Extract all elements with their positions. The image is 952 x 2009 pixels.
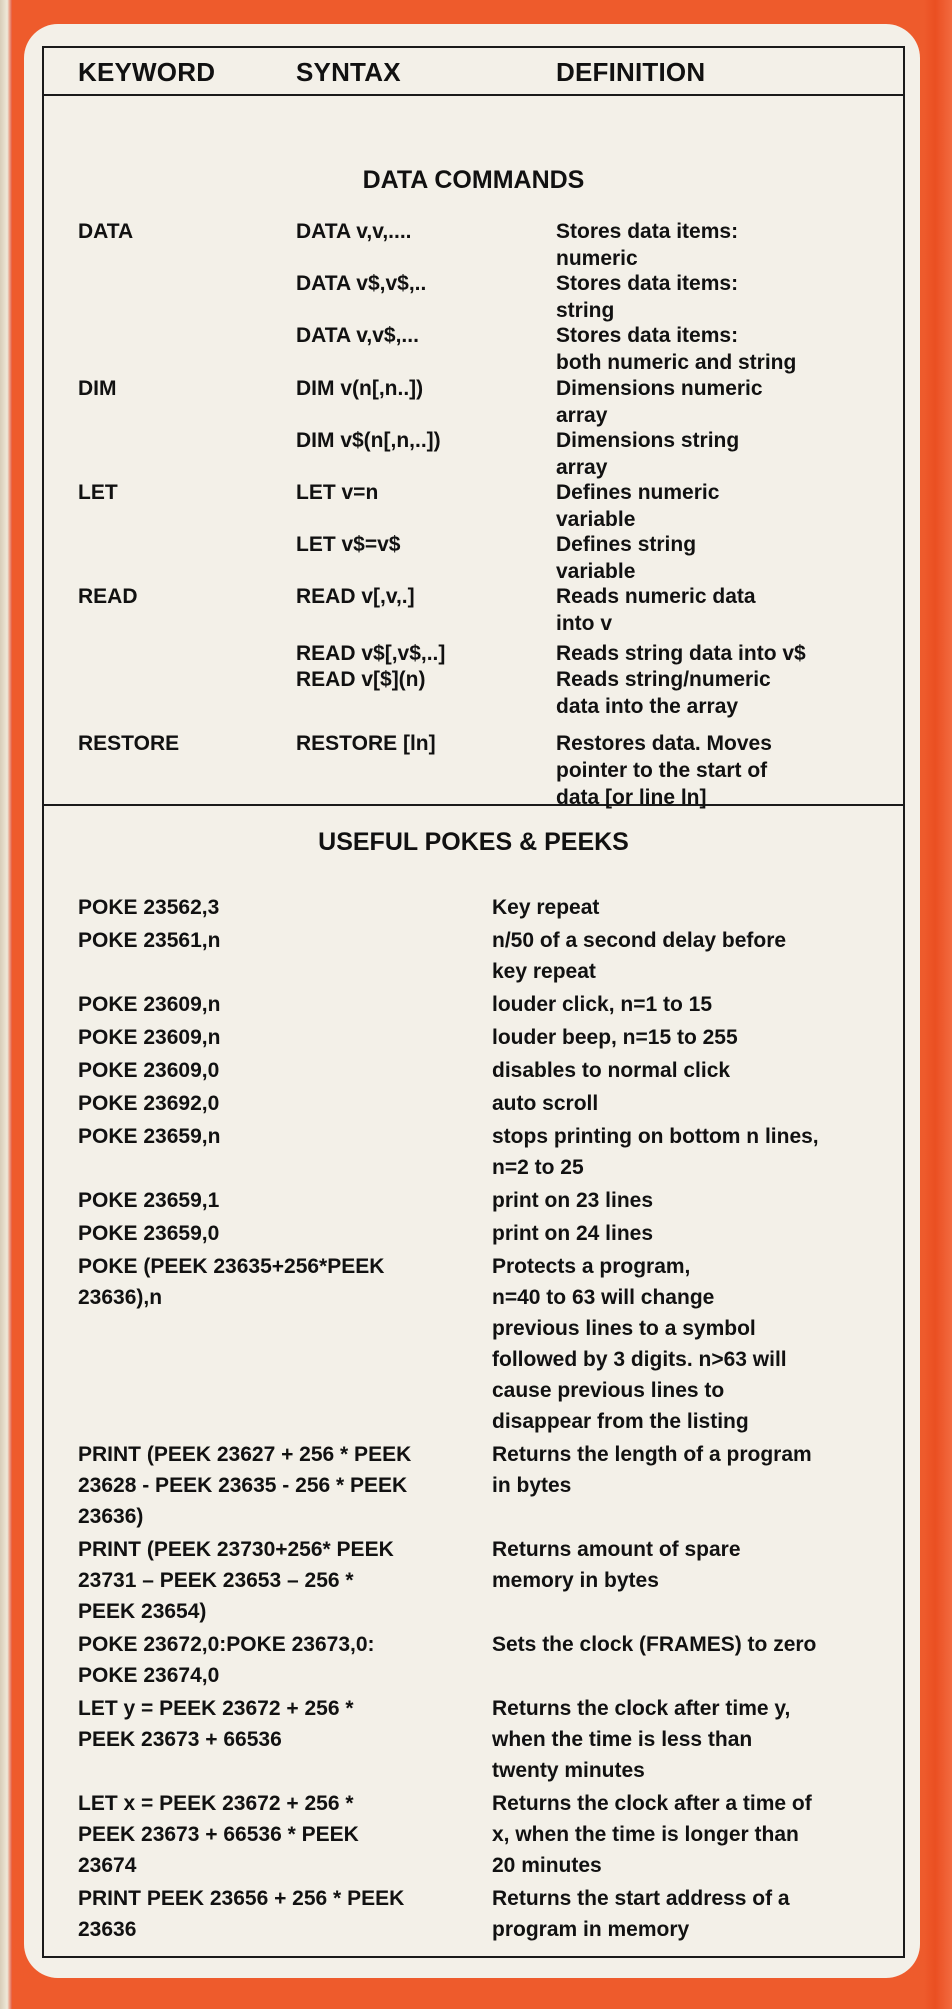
command-line: POKE 23609,0: [78, 1059, 220, 1082]
description-cell: [492, 1788, 812, 1881]
description-line: Key repeat: [492, 896, 600, 919]
definition-line: variable: [556, 508, 636, 531]
data-commands-section: [44, 94, 903, 809]
description-cell: [492, 1693, 790, 1786]
pokes-peeks-section: [44, 806, 903, 1956]
command-line: POKE 23659,0: [78, 1222, 220, 1245]
keyword-cell: DATA: [78, 220, 134, 243]
command-cell: [78, 925, 220, 956]
definition-line: data [or line ln]: [556, 786, 707, 809]
command-cell: [78, 1883, 404, 1945]
description-line: louder beep, n=15 to 255: [492, 1026, 738, 1049]
definition-line: both numeric and string: [556, 351, 797, 374]
command-line: PRINT (PEEK 23627 + 256 * PEEK: [78, 1443, 412, 1466]
command-line: LET x = PEEK 23672 + 256 *: [78, 1792, 354, 1815]
definition-cell: [556, 270, 738, 324]
command-cell: [78, 1534, 394, 1627]
command-line: POKE 23674,0: [78, 1664, 220, 1687]
syntax-cell: READ v[,v,.]: [296, 585, 415, 608]
syntax-cell: DATA v,v,....: [296, 220, 412, 243]
description-line: followed by 3 digits. n>63 will: [492, 1348, 787, 1371]
description-cell: [492, 892, 599, 923]
description-line: n=2 to 25: [492, 1156, 584, 1179]
definition-cell: [556, 640, 806, 667]
syntax-cell: LET v$=v$: [296, 533, 401, 556]
description-line: auto scroll: [492, 1092, 599, 1115]
definition-cell: [556, 479, 719, 533]
syntax-cell: DATA v,v$,...: [296, 324, 419, 347]
description-line: Returns the clock after time y,: [492, 1697, 791, 1720]
description-line: cause previous lines to: [492, 1379, 725, 1402]
reference-table: [42, 46, 905, 1958]
card-border-right: [924, 0, 952, 2009]
keyword-cell: LET: [78, 481, 118, 504]
definition-line: Defines string: [556, 533, 697, 556]
description-line: x, when the time is longer than: [492, 1823, 799, 1846]
command-cell: [78, 1055, 219, 1086]
description-cell: [492, 1185, 653, 1216]
definition-cell: [556, 322, 796, 376]
description-cell: [492, 1022, 738, 1053]
command-line: PEEK 23654): [78, 1600, 207, 1623]
description-cell: [492, 989, 712, 1020]
command-line: PEEK 23673 + 66536 * PEEK: [78, 1823, 359, 1846]
definition-line: Dimensions numeric: [556, 377, 763, 400]
definition-line: data into the array: [556, 695, 739, 718]
description-line: Sets the clock (FRAMES) to zero: [492, 1633, 817, 1656]
command-line: 23731 – PEEK 23653 – 256 *: [78, 1569, 354, 1592]
definition-cell: [556, 730, 772, 811]
command-cell: [78, 1088, 219, 1119]
description-line: louder click, n=1 to 15: [492, 993, 712, 1016]
command-line: PRINT (PEEK 23730+256* PEEK: [78, 1538, 394, 1561]
command-line: PEEK 23673 + 66536: [78, 1728, 282, 1751]
section-title: DATA COMMANDS: [362, 166, 585, 194]
command-line: POKE 23609,n: [78, 1026, 221, 1049]
command-cell: [78, 1121, 220, 1152]
definition-cell: [556, 531, 696, 585]
definition-line: string: [556, 299, 615, 322]
description-cell: [492, 1218, 653, 1249]
description-cell: [492, 1055, 730, 1086]
definition-line: into v: [556, 612, 612, 635]
description-line: print on 23 lines: [492, 1189, 654, 1212]
definition-cell: [556, 375, 763, 429]
description-line: twenty minutes: [492, 1759, 645, 1782]
description-line: key repeat: [492, 960, 596, 983]
syntax-cell: LET v=n: [296, 481, 379, 504]
command-cell: [78, 989, 220, 1020]
definition-cell: [556, 583, 756, 637]
description-line: disappear from the listing: [492, 1410, 749, 1433]
definition-cell: [556, 427, 739, 481]
keyword-cell: DIM: [78, 377, 117, 400]
definition-line: numeric: [556, 247, 638, 270]
command-cell: [78, 1693, 354, 1755]
command-line: POKE 23692,0: [78, 1092, 220, 1115]
description-line: Returns amount of spare: [492, 1538, 741, 1561]
command-line: POKE 23562,3: [78, 896, 220, 919]
definition-line: Reads numeric data: [556, 585, 756, 608]
command-line: POKE 23561,n: [78, 929, 221, 952]
syntax-cell: READ v$[,v$,..]: [296, 642, 446, 665]
description-cell: [492, 925, 786, 987]
command-line: LET y = PEEK 23672 + 256 *: [78, 1697, 354, 1720]
command-cell: [78, 1251, 384, 1313]
definition-line: Reads string data into v$: [556, 642, 806, 665]
description-line: stops printing on bottom n lines,: [492, 1125, 819, 1148]
definition-cell: [556, 218, 738, 272]
command-line: 23636: [78, 1918, 137, 1941]
command-line: PRINT PEEK 23656 + 256 * PEEK: [78, 1887, 405, 1910]
command-line: 23674: [78, 1854, 137, 1877]
command-line: POKE 23659,1: [78, 1189, 220, 1212]
description-cell: [492, 1251, 787, 1437]
command-line: POKE 23672,0:POKE 23673,0:: [78, 1633, 375, 1656]
description-line: 20 minutes: [492, 1854, 602, 1877]
description-line: Returns the length of a program: [492, 1443, 812, 1466]
description-line: Returns the start address of a: [492, 1887, 790, 1910]
description-cell: [492, 1534, 741, 1596]
definition-line: Restores data. Moves: [556, 732, 772, 755]
description-line: n=40 to 63 will change: [492, 1286, 715, 1309]
description-cell: [492, 1883, 790, 1945]
command-line: POKE 23609,n: [78, 993, 221, 1016]
header-keyword: KEYWORD: [78, 57, 216, 87]
definition-line: Reads string/numeric: [556, 668, 771, 691]
command-cell: [78, 1218, 219, 1249]
description-line: Protects a program,: [492, 1255, 691, 1278]
syntax-cell: READ v[$](n): [296, 668, 426, 691]
command-cell: [78, 892, 219, 923]
description-cell: [492, 1439, 812, 1501]
definition-line: Defines numeric: [556, 481, 720, 504]
definition-line: pointer to the start of: [556, 759, 768, 782]
definition-line: array: [556, 456, 608, 479]
command-cell: [78, 1629, 375, 1691]
description-cell: [492, 1121, 819, 1183]
syntax-cell: DIM v$(n[,n,..]): [296, 429, 441, 452]
description-line: when the time is less than: [492, 1728, 753, 1751]
keyword-cell: READ: [78, 585, 138, 608]
command-cell: [78, 1185, 219, 1216]
description-line: program in memory: [492, 1918, 690, 1941]
syntax-cell: RESTORE [ln]: [296, 732, 436, 755]
page-edge: [0, 0, 12, 2009]
command-line: 23628 - PEEK 23635 - 256 * PEEK: [78, 1474, 408, 1497]
command-line: POKE 23659,n: [78, 1125, 221, 1148]
description-line: print on 24 lines: [492, 1222, 654, 1245]
definition-line: variable: [556, 560, 636, 583]
description-line: n/50 of a second delay before: [492, 929, 787, 952]
command-line: POKE (PEEK 23635+256*PEEK: [78, 1255, 385, 1278]
description-line: previous lines to a symbol: [492, 1317, 756, 1340]
definition-line: Stores data items:: [556, 272, 739, 295]
description-line: memory in bytes: [492, 1569, 659, 1592]
description-cell: [492, 1629, 816, 1660]
command-cell: [78, 1788, 359, 1881]
definition-line: array: [556, 404, 608, 427]
header-definition: DEFINITION: [556, 57, 706, 87]
definition-line: Dimensions string: [556, 429, 740, 452]
definition-line: Stores data items:: [556, 220, 739, 243]
header-syntax: SYNTAX: [296, 57, 401, 87]
syntax-cell: DATA v$,v$,..: [296, 272, 427, 295]
syntax-cell: DIM v(n[,n..]): [296, 377, 424, 400]
command-cell: [78, 1022, 220, 1053]
description-line: in bytes: [492, 1474, 572, 1497]
description-line: Returns the clock after a time of: [492, 1792, 812, 1815]
description-line: disables to normal click: [492, 1059, 731, 1082]
definition-cell: [556, 666, 771, 720]
description-cell: [492, 1088, 598, 1119]
keyword-cell: RESTORE: [78, 732, 180, 755]
definition-line: Stores data items:: [556, 324, 739, 347]
command-line: 23636): [78, 1505, 144, 1528]
column-header-row: [44, 48, 903, 96]
command-cell: [78, 1439, 411, 1532]
section-title: USEFUL POKES & PEEKS: [318, 828, 629, 856]
command-line: 23636),n: [78, 1286, 163, 1309]
